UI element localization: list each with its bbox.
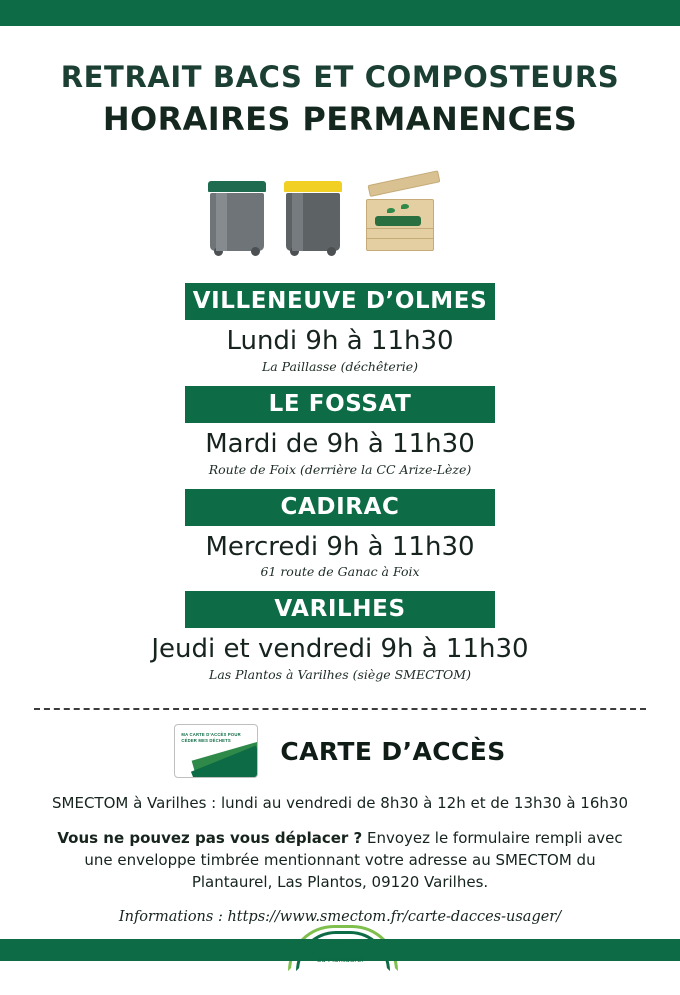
- wooden-composter-icon: [366, 185, 444, 251]
- green-lid-wheelie-bin-icon: [210, 181, 266, 251]
- schedule-place-banner: LE FOSSAT: [185, 386, 495, 423]
- poster-content: [0, 26, 680, 995]
- logo-subtitle: du Plantaurel: [316, 956, 364, 965]
- schedule-entry: [34, 591, 646, 682]
- cannot-travel-question: Vous ne pouvez pas vous déplacer ?: [57, 829, 363, 848]
- schedule-entry: [34, 283, 646, 374]
- cannot-travel-line: [34, 828, 646, 893]
- schedule-place-banner: VILLENEUVE D’OLMES: [185, 283, 495, 320]
- schedule-address: Las Plantos à Varilhes (siège SMECTOM): [209, 667, 471, 683]
- logo-name: smectom: [295, 936, 385, 957]
- schedule-address: La Paillasse (déchêterie): [261, 358, 419, 374]
- schedule-entry: [34, 386, 646, 477]
- bins-illustration: [210, 161, 470, 257]
- schedule-time: Mercredi 9h à 11h30: [205, 531, 475, 562]
- carte-acces-details: [34, 794, 646, 925]
- carte-acces-header: [34, 724, 646, 778]
- page-title: [34, 62, 646, 137]
- yellow-lid-wheelie-bin-icon: [286, 181, 342, 251]
- access-card-image-text: MA CARTE D’ACCÈS POUR CÉDER MES DÉCHETS: [181, 732, 241, 744]
- schedule-time: Jeudi et vendredi 9h à 11h30: [151, 634, 529, 665]
- title-line-2: HORAIRES PERMANENCES: [102, 99, 578, 138]
- carte-acces-title: CARTE D’ACCÈS: [280, 736, 506, 766]
- opening-hours-place: SMECTOM à Varilhes: [52, 794, 207, 813]
- schedule-list: [34, 283, 646, 694]
- information-url-line[interactable]: Informations : https://www.smectom.fr/carte-dacces-usager/: [118, 909, 562, 926]
- access-card-image: [174, 724, 258, 778]
- schedule-time: Lundi 9h à 11h30: [226, 326, 454, 357]
- schedule-address: Route de Foix (derrière la CC Arize-Lèze): [208, 461, 472, 477]
- opening-hours-line: [34, 794, 646, 812]
- schedule-entry: [34, 489, 646, 580]
- cannot-travel-instructions: Envoyez le formulaire rempli avec une enveloppe timbrée mentionnant votre adresse au SMECTOM du Plantaurel, Las Plantos, 09120 Varilhes.: [84, 829, 623, 891]
- schedule-place-banner: VARILHES: [185, 591, 495, 628]
- schedule-address: 61 route de Ganac à Foix: [260, 564, 420, 580]
- top-green-bar: [0, 0, 680, 26]
- dashed-divider: [34, 708, 646, 710]
- schedule-place-banner: CADIRAC: [185, 489, 495, 526]
- schedule-time: Mardi de 9h à 11h30: [205, 428, 475, 459]
- title-line-1: RETRAIT BACS ET COMPOSTEURS: [60, 60, 620, 94]
- opening-hours-value: : lundi au vendredi de 8h30 à 12h et de 13h30 à 16h30: [206, 794, 628, 813]
